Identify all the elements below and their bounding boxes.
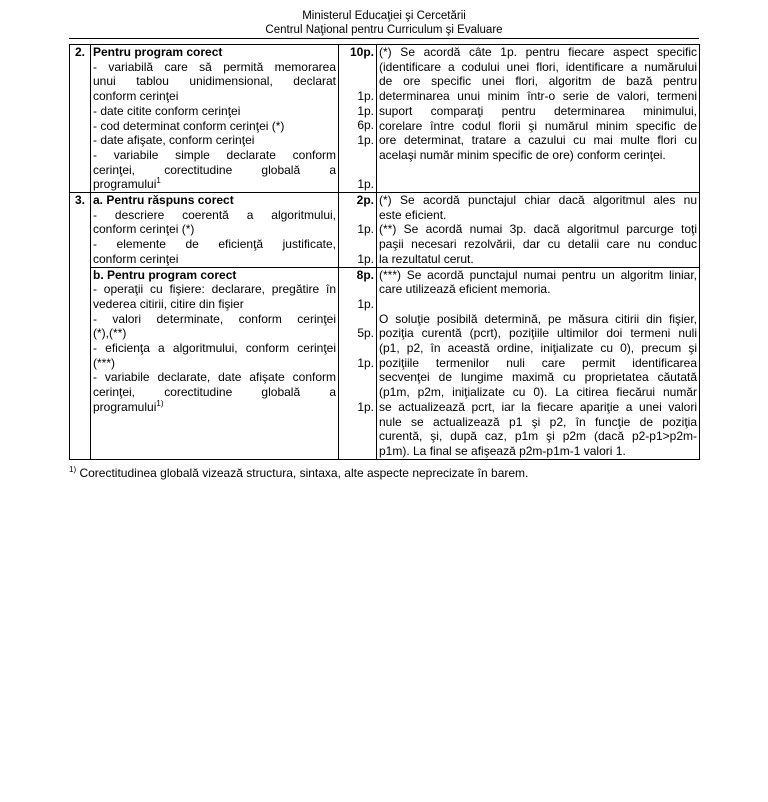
criterion-line: - cod determinat conform cerinţei (*) <box>93 118 285 133</box>
criterion-line: - date afişate, conform cerinţei <box>93 133 255 148</box>
note-line: paşii necesari rezolvării, dar cu detalii care nu conduc <box>379 237 697 252</box>
item-3b-points <box>339 267 377 459</box>
note-line: care utilizează eficient memoria. <box>379 282 551 297</box>
note-line: (p1m, p2m, iniţializate cu 0). La citirea fiecărui număr <box>379 385 697 400</box>
criterion-line: - eficienţa a algoritmului, conform cerinţei <box>93 341 336 356</box>
criterion-line: conform cerinţei (*) <box>93 222 195 237</box>
header-divider <box>69 38 699 39</box>
header-ministry: Ministerul Educaţiei şi Cercetării <box>302 10 466 22</box>
criterion-line: (***) <box>93 355 116 370</box>
points-value: 1p. <box>357 251 374 266</box>
criterion-line: programului$^1$ <box>93 176 161 192</box>
footnote <box>69 466 528 480</box>
note-line: se actualizează pcrt, iar la fiecare apariţie a unei valori <box>379 399 697 414</box>
item-3a-points <box>339 193 377 268</box>
item-3b-notes <box>377 267 700 459</box>
criterion-line: - valori determinate, conform cerinţei <box>93 311 336 326</box>
criterion-line: cerinţei, corectitudine globală a <box>93 162 336 177</box>
note-line: (p1, p2, în această ordine, iniţializate cu 0), precum şi <box>379 341 697 356</box>
points-value: 1p. <box>357 133 374 148</box>
points-total: 2p. <box>356 193 374 208</box>
criterion-line: conform cerinţei <box>93 89 179 104</box>
criterion-line: - date citite conform cerinţei <box>93 103 241 118</box>
item-2-row <box>70 45 700 193</box>
points-total: 10p. <box>349 45 374 59</box>
note-line: (*) Se acordă punctajul chiar dacă algoritmul ales nu <box>379 193 697 208</box>
note-line: la rezultatul cerut. <box>379 251 474 266</box>
item-3a-criteria <box>91 193 339 268</box>
criterion-line: cerinţei, corectitudine globală a <box>93 385 336 400</box>
note-line: O soluţie posibilă determină, pe măsura citirii din fişier, <box>379 311 697 326</box>
points-value: 1p. <box>357 103 374 118</box>
note-line: de ore specific unei flori, algoritm de bază pentru <box>379 74 697 89</box>
item-3a-title: a. Pentru răspuns corect <box>93 193 234 208</box>
footnote-text: Corectitudinea globală vizează structura, sintaxa, alte aspecte neprecizate în barem. <box>76 466 529 480</box>
footnote-ref: 1) <box>156 398 164 408</box>
note-line: secvenţei de lungime maximă cu proprietatea căutată <box>379 370 697 385</box>
note-line: poziţiile termenilor nuli care permit identificarea <box>379 355 697 370</box>
note-line: corelare între codul florii şi numărul minim specific de <box>379 118 697 133</box>
note-line: poziţia curentă (pcrt), poziţiile ultimilor doi termeni nuli <box>379 326 697 341</box>
note-line: (**) Se acordă numai 3p. dacă algoritmul parcurge toţi <box>379 222 697 237</box>
item-2-number: 2. <box>70 45 91 193</box>
criterion-line: unui tablou unidimensional, declarat <box>93 74 336 89</box>
criterion-line: - variabile simple declarate conform <box>93 147 336 162</box>
item-2-title: Pentru program corect <box>93 45 223 59</box>
note-line: este eficient. <box>379 207 447 222</box>
item-3b-criteria <box>91 267 339 459</box>
points-value: 5p. <box>357 326 374 341</box>
points-value: 1p. <box>357 222 374 237</box>
note-line: nule se actualizează p1 şi p2, în funcţie de poziţia <box>379 414 697 429</box>
criterion-line: - descriere coerentă a algoritmului, <box>93 207 336 222</box>
header-center: Centrul Naţional pentru Curriculum şi Evaluare <box>265 24 503 36</box>
criterion-line: - operaţii cu fişiere: declarare, pregătire în <box>93 282 336 297</box>
criterion-line: vederea citirii, citire din fişier <box>93 296 244 311</box>
note-line: determinarea unui minim într-o serie de valori, termeni <box>379 89 697 104</box>
note-line: (identificare a codului unei flori, identificare a numărului <box>379 59 697 74</box>
item-3b-title: b. Pentru program corect <box>93 267 237 282</box>
points-value: 1p. <box>357 296 374 311</box>
footnote-ref: 1 <box>156 176 161 186</box>
scoring-table <box>69 44 700 460</box>
points-value: 1p. <box>357 355 374 370</box>
item-3a-notes <box>377 193 700 268</box>
note-line: suport comparaţi pentru determinarea minimului, <box>379 103 697 118</box>
note-line: (***) Se acordă punctajul numai pentru un algoritm liniar, <box>379 267 697 282</box>
points-value: 6p. <box>357 118 374 133</box>
criterion-line: conform cerinţei <box>93 251 179 266</box>
criterion-line: (*),(**) <box>93 326 127 341</box>
item-2-notes <box>377 45 700 193</box>
item-3b-row <box>70 267 700 459</box>
item-2-criteria <box>91 45 339 193</box>
item-3a-row <box>70 193 700 268</box>
points-value: 1p. <box>357 89 374 104</box>
note-line: p1m). La final se afişează p2m-p1m-1 valori 1. <box>379 443 626 458</box>
criterion-line: - elemente de eficienţă justificate, <box>93 237 336 252</box>
footnote-marker: 1) <box>69 465 77 474</box>
points-value: 1p. <box>357 399 374 414</box>
note-line: curentă, şi, după caz, p1m şi p2m (dacă p2-p1>p2m- <box>379 429 697 444</box>
criterion-line: programului$^{1)}$ <box>93 398 164 414</box>
note-line: (*) Se acordă câte 1p. pentru fiecare aspect specific <box>379 45 697 59</box>
criterion-line: - variabilă care să permită memorarea <box>93 59 336 74</box>
points-value: 1p. <box>357 177 374 192</box>
points-total: 8p. <box>356 267 374 282</box>
note-line: ore determinat, tratare a cazului cu mai multe flori cu <box>379 133 697 148</box>
note-line: acelaşi număr minim specific de ore) conform cerinţei. <box>379 147 666 162</box>
item-3-number: 3. <box>70 193 91 460</box>
criterion-line: - variabile declarate, date afişate conform <box>93 370 336 385</box>
item-2-points <box>339 45 377 193</box>
